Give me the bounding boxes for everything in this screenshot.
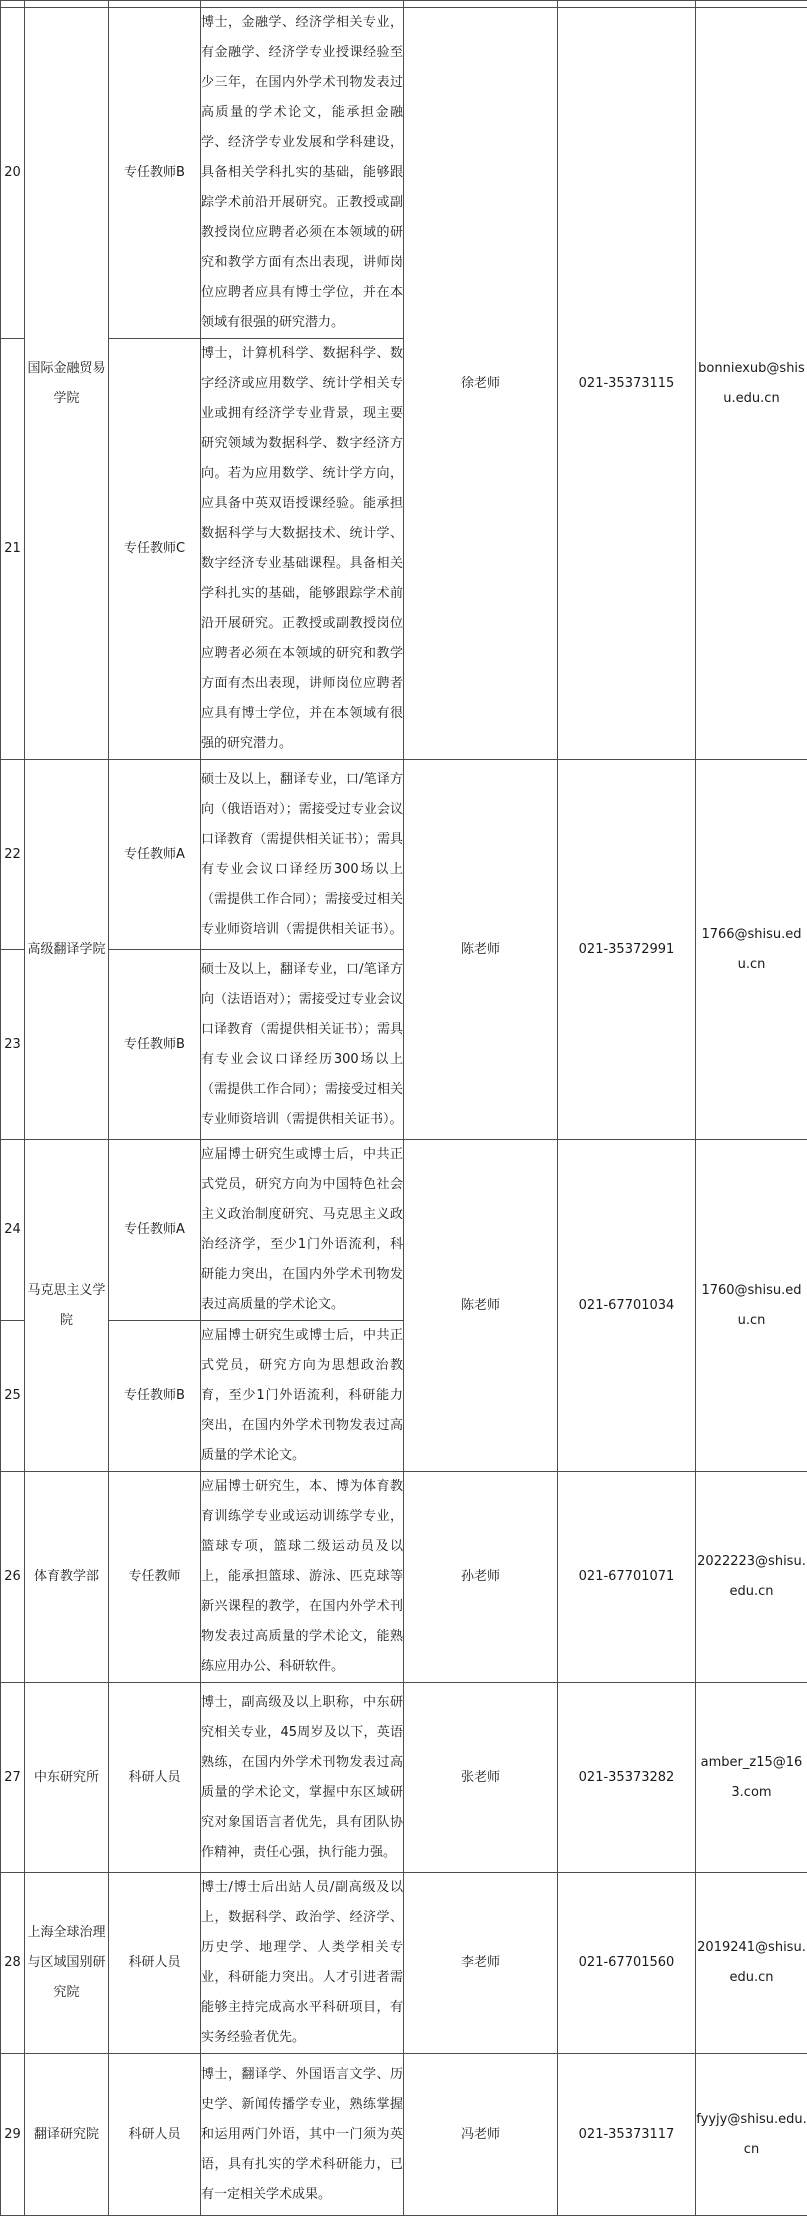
- college-cell: 中东研究所: [25, 1683, 109, 1873]
- row-number: 23: [1, 950, 25, 1140]
- position-cell: 科研人员: [109, 1873, 201, 2054]
- contact-cell: 陈老师: [404, 1140, 558, 1472]
- phone-cell: 021-67701071: [558, 1472, 696, 1683]
- row-number: 20: [1, 8, 25, 339]
- requirements-cell: 博士，副高级及以上职称，中东研究相关专业，45周岁及以下，英语熟练，在国内外学术刊物发表过高质量的学术论文，掌握中东区域研究对象国语言者优先，具有团队协作精神，责任心强，执行能力强。: [201, 1683, 404, 1873]
- phone-cell: 021-67701560: [558, 1873, 696, 2054]
- college-cell: 翻译研究院: [25, 2054, 109, 2216]
- contact-cell: 冯老师: [404, 2054, 558, 2216]
- phone-cell: 021-35373117: [558, 2054, 696, 2216]
- table-row: [1, 1472, 807, 1683]
- row-number: 21: [1, 339, 25, 760]
- row-number: 26: [1, 1472, 25, 1683]
- requirements-cell: 应届博士研究生，本、博为体育教育训练学专业或运动训练学专业，篮球专项，篮球二级运动员及以上，能承担篮球、游泳、匹克球等新兴课程的教学，在国内外学术刊物发表过高质量的学术论文，能熟练应用办公、科研软件。: [201, 1472, 404, 1683]
- college-cell: 马克思主义学院: [25, 1140, 109, 1472]
- contact-cell: 孙老师: [404, 1472, 558, 1683]
- table-row: [1, 8, 807, 339]
- row-number: 29: [1, 2054, 25, 2216]
- position-cell: 科研人员: [109, 2054, 201, 2216]
- requirements-cell: 博士/博士后出站人员/副高级及以上，数据科学、政治学、经济学、历史学、地理学、人类学相关专业，科研能力突出。人才引进者需能够主持完成高水平科研项目，有实务经验者优先。: [201, 1873, 404, 2054]
- position-cell: 专任教师A: [109, 1140, 201, 1321]
- table-row-continued-top: [1, 1, 807, 8]
- email-cell: 2019241@shisu.edu.cn: [696, 1873, 807, 2054]
- requirements-cell: 硕士及以上，翻译专业，口/笔译方向（俄语语对）；需接受过专业会议口译教育（需提供相关证书）；需具有专业会议口译经历300场以上（需提供工作合同）；需接受过相关专业师资培训（需提供相关证书）。: [201, 760, 404, 950]
- table-row: [1, 1140, 807, 1321]
- college-cell: 国际金融贸易学院: [25, 8, 109, 760]
- table-row: [1, 1873, 807, 2054]
- requirements-cell: 硕士及以上，翻译专业，口/笔译方向（法语语对）；需接受过专业会议口译教育（需提供相关证书）；需具有专业会议口译经历300场以上（需提供工作合同）；需接受过相关专业师资培训（需提供相关证书）。: [201, 950, 404, 1140]
- contact-cell: 张老师: [404, 1683, 558, 1873]
- phone-cell: 021-67701034: [558, 1140, 696, 1472]
- row-number: 28: [1, 1873, 25, 2054]
- position-cell: 专任教师B: [109, 950, 201, 1140]
- position-cell: 科研人员: [109, 1683, 201, 1873]
- table-row: [1, 760, 807, 950]
- email-cell: fyyjy@shisu.edu.cn: [696, 2054, 807, 2216]
- row-number: 22: [1, 760, 25, 950]
- email-cell: 2022223@shisu.edu.cn: [696, 1472, 807, 1683]
- phone-cell: 021-35373115: [558, 8, 696, 760]
- row-number: 25: [1, 1321, 25, 1472]
- contact-cell: 陈老师: [404, 760, 558, 1140]
- phone-cell: 021-35372991: [558, 760, 696, 1140]
- position-cell: 专任教师A: [109, 760, 201, 950]
- position-cell: 专任教师B: [109, 8, 201, 339]
- email-cell: amber_z15@163.com: [696, 1683, 807, 1873]
- email-cell: 1760@shisu.edu.cn: [696, 1140, 807, 1472]
- email-cell: bonniexub@shisu.edu.cn: [696, 8, 807, 760]
- table-row: [1, 1683, 807, 1873]
- email-cell: 1766@shisu.edu.cn: [696, 760, 807, 1140]
- row-number: 27: [1, 1683, 25, 1873]
- requirements-cell: 应届博士研究生或博士后，中共正式党员，研究方向为思想政治教育，至少1门外语流利，科研能力突出，在国内外学术刊物发表过高质量的学术论文。: [201, 1321, 404, 1472]
- contact-cell: 李老师: [404, 1873, 558, 2054]
- row-number: 24: [1, 1140, 25, 1321]
- requirements-cell: 博士，翻译学、外国语言文学、历史学、新闻传播学专业，熟练掌握和运用两门外语，其中一门须为英语，具有扎实的学术科研能力，已有一定相关学术成果。: [201, 2054, 404, 2216]
- college-cell: 上海全球治理与区域国别研究院: [25, 1873, 109, 2054]
- college-cell: 体育教学部: [25, 1472, 109, 1683]
- phone-cell: 021-35373282: [558, 1683, 696, 1873]
- position-cell: 专任教师C: [109, 339, 201, 760]
- requirements-cell: 应届博士研究生或博士后，中共正式党员，研究方向为中国特色社会主义政治制度研究、马克思主义政治经济学，至少1门外语流利，科研能力突出，在国内外学术刊物发表过高质量的学术论文。: [201, 1140, 404, 1321]
- position-cell: 专任教师B: [109, 1321, 201, 1472]
- position-cell: 专任教师: [109, 1472, 201, 1683]
- college-cell: 高级翻译学院: [25, 760, 109, 1140]
- requirements-cell: 博士，计算机科学、数据科学、数字经济或应用数学、统计学相关专业或拥有经济学专业背景，现主要研究领域为数据科学、数字经济方向。若为应用数学、统计学方向，应具备中英双语授课经验。能承担数据科学与大数据技术、统计学、数字经济专业基础课程。具备相关学科扎实的基础，能够跟踪学术前沿开展研究。正教授或副教授岗位应聘者必须在本领域的研究和教学方面有杰出表现，讲师岗位应聘者应具有博士学位，并在本领域有很强的研究潜力。: [201, 339, 404, 760]
- requirements-cell: 博士，金融学、经济学相关专业，有金融学、经济学专业授课经验至少三年，在国内外学术刊物发表过高质量的学术论文，能承担金融学、经济学专业发展和学科建设，具备相关学科扎实的基础，能够跟踪学术前沿开展研究。正教授或副教授岗位应聘者必须在本领域的研究和教学方面有杰出表现，讲师岗位应聘者应具有博士学位，并在本领域有很强的研究潜力。: [201, 8, 404, 339]
- contact-cell: 徐老师: [404, 8, 558, 760]
- table-row: [1, 2054, 807, 2216]
